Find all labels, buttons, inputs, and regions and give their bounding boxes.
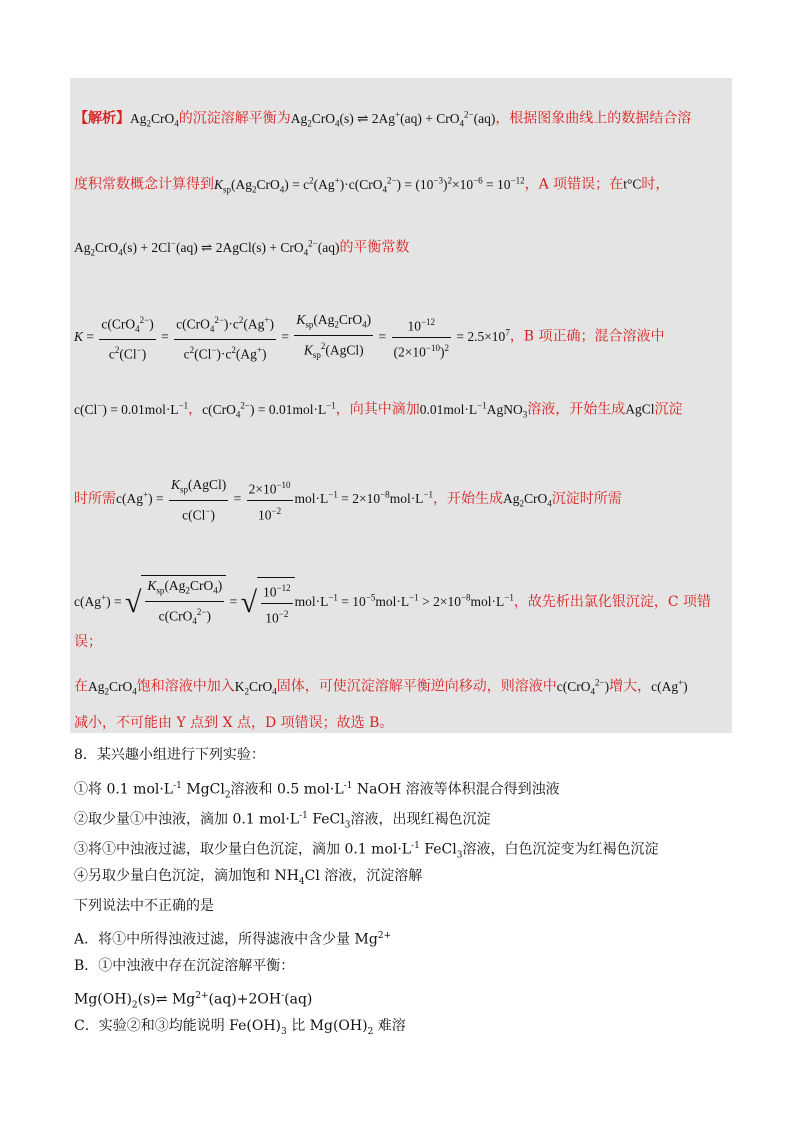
text: ①将 0.1 mol·L xyxy=(74,781,174,798)
formula: c(Ag+) = $\frac{K_{sp}(AgCl)}{c(Cl^-)}$ = $\frac{2\times 10^{-10}}{10^{-2}}$ $mol\cdot L^{-1} = 2\times 10^{-8}mol\cdot L^{-1}$ xyxy=(116,477,434,523)
text: 难溶 xyxy=(373,1018,406,1034)
text: 饱和溶液中加入 xyxy=(136,678,235,695)
step-1: ①将 0.1 $mol\cdot L^{-1}$ MgCl$_2$溶液和 0.5 $mol\cdot L^{-1}$ NaOH 溶液等体积混合得到浊液 xyxy=(74,781,560,801)
formula: c(Ag+) xyxy=(651,677,688,694)
text: 溶液，开始生成 xyxy=(527,401,626,418)
formula: $Ag_2CrO_4$ xyxy=(503,491,552,509)
text: B．①中浊液中存在沉淀溶解平衡： xyxy=(74,958,295,974)
text: ②取少量①中浊液，滴加 0.1 mol·L xyxy=(74,811,300,828)
formula: $Ag_2CrO_4(s)$ ⇌ 2Ag+(aq) + CrO$_4^{2-}$(aq) xyxy=(290,109,496,129)
formula: $c(Cl^-) = 0.01mol\cdot L^{-1}$ xyxy=(74,400,189,417)
formula: $0.01mol\cdot L^{-1}AgNO_3$ xyxy=(419,400,528,420)
analysis-line-9 xyxy=(74,672,740,701)
text: MgCl xyxy=(181,781,225,798)
text: 增大， xyxy=(609,678,652,695)
question-ask: 下列说法中不正确的是 xyxy=(74,898,214,914)
formula: $K_{sp}(Ag_2CrO_4) = c^2(Ag^+)\cdot c(CrO_4^{2-}) = (10^{-3})^2\times 10^{-6} = 10^{-12}$ xyxy=(214,175,525,195)
analysis-line-6 xyxy=(74,475,740,525)
option-a: A．将①中所得浊液过滤，所得滤液中含少量 $Mg^{2+}$ xyxy=(74,931,392,948)
text: C．实验②和③均能说明 Fe(OH) xyxy=(74,1018,282,1034)
text: 溶液和 0.5 mol·L xyxy=(230,781,344,798)
text: 时， xyxy=(641,176,670,193)
step-4: ④另取少量白色沉淀，滴加饱和 $NH_4Cl$ 溶液，沉淀溶解 xyxy=(74,868,423,887)
analysis-line-1 xyxy=(74,104,740,133)
text: 的沉淀溶解平衡为 xyxy=(178,110,291,127)
text: FeCl xyxy=(419,841,457,858)
text: 沉淀时所需 xyxy=(551,491,622,508)
step-2: ②取少量①中浊液，滴加 0.1 $mol\cdot L^{-1}$ FeCl$_3$溶液，出现红褐色沉淀 xyxy=(74,811,491,831)
option-b-equation: $Mg(OH)_2(s)\rightleftharpoons$ $Mg^{2+}(aq)+2OH^-(aq)$ xyxy=(74,991,313,1011)
formula: $Ag_2CrO_4(s) + 2Cl^-(aq)$ ⇌ 2AgCl(s) + CrO$_4^{2-}$(aq) xyxy=(74,238,340,258)
formula: $Ag_2CrO_4$ xyxy=(130,110,179,129)
text: Cl 溶液，沉淀溶解 xyxy=(304,868,423,884)
analysis-line-7 xyxy=(74,575,740,631)
formula: K = $\frac{c(CrO_4^{2-})}{c^2(Cl^-)}$ = $\frac{c(CrO_4^{2-})\cdot c^2(Ag^+)}{c^2(Cl^-)\cdot c^2(Ag^+)}$ = $\frac{K_{sp}(Ag_2CrO_4)}{K_{sp}^2(AgCl)}$ = $\frac{10^{-12}}{(2\times 10^{-10})^2}$ = $2.5\times 10^7$ xyxy=(74,312,510,362)
formula: $Ag_2CrO_4$ xyxy=(88,678,137,697)
text: 减小，不可能由 Y 点到 X 点，D 项错误；故选 B。 xyxy=(74,715,394,731)
option-b xyxy=(74,956,294,976)
formula: c(CrO$_4^{2-}$) xyxy=(556,677,610,697)
text: 比 Mg(OH) xyxy=(286,1018,368,1034)
text: ③将①中浊液过滤，取少量白色沉淀，滴加 0.1 mol·L xyxy=(74,841,412,858)
text: FeCl xyxy=(307,811,345,828)
formula: $K_2CrO_4$ xyxy=(234,678,277,697)
formula: c(Ag+) = √ $\frac{K_{sp}(Ag_2CrO_4)}{c(CrO_4^{2-})}$ = √ $\frac{10^{-12}}{10^{-2}}$ $mol\cdot L^{-1} = 10^{-5}mol\cdot L^{-1} > 2\times 10^{-8}mol\cdot L^{-1}$ xyxy=(74,594,514,609)
text: NaOH 溶液等体积混合得到浊液 xyxy=(352,781,560,798)
formula: $c(CrO_4^{2-}) = 0.01mol\cdot L^{-1}$ xyxy=(202,400,336,420)
text: 误； xyxy=(74,634,102,650)
text: 时所需 xyxy=(74,491,116,508)
text: 固体，可使沉淀溶解平衡逆向移动，则溶液中 xyxy=(276,678,557,695)
analysis-line-2 xyxy=(74,170,740,199)
option-c: C．实验②和③均能说明 $Fe(OH)_3$ 比 $Mg(OH)_2$ 难溶 xyxy=(74,1018,406,1037)
text: Mg(OH) xyxy=(74,991,132,1008)
text: 沉淀 xyxy=(654,401,683,418)
text: (aq)+2OH xyxy=(208,991,282,1008)
analysis-line-10 xyxy=(74,713,740,733)
analysis-line-8 xyxy=(74,632,740,652)
text: ，开始生成 xyxy=(433,491,504,508)
text: ，故先析出氯化银沉淀，C 项错 xyxy=(513,594,712,611)
analysis-line-5 xyxy=(74,395,740,424)
text: ，向其中滴加 xyxy=(335,401,420,418)
formula: t°C xyxy=(623,176,642,192)
text: ， xyxy=(188,401,203,418)
step-3: ③将①中浊液过滤，取少量白色沉淀，滴加 0.1 $mol\cdot L^{-1}$ FeCl$_3$溶液，白色沉淀变为红褐色沉淀 xyxy=(74,841,659,861)
text: 在 xyxy=(74,678,88,695)
text: ④另取少量白色沉淀，滴加饱和 NH xyxy=(74,868,299,884)
text: ，B 项正确；混合溶液中 xyxy=(509,328,665,345)
text: ，根据图象曲线上的数据结合溶 xyxy=(495,110,692,127)
text: ，A 项错误；在 xyxy=(524,176,624,193)
text: A．将①中所得浊液过滤，所得滤液中含少量 Mg xyxy=(74,931,378,948)
text: (s)⇌ Mg xyxy=(137,991,196,1008)
analysis-line-4 xyxy=(74,310,740,365)
text: 溶液，白色沉淀变为红褐色沉淀 xyxy=(462,841,659,858)
analysis-tag: 【解析】 xyxy=(74,110,130,127)
analysis-line-3 xyxy=(74,233,740,262)
text: 度积常数概念计算得到 xyxy=(74,176,214,193)
formula: AgCl xyxy=(625,401,655,417)
text: 的平衡常数 xyxy=(339,239,410,256)
text: (aq) xyxy=(284,991,313,1008)
question-stem: 8．某兴趣小组进行下列实验： xyxy=(74,747,265,763)
text: 溶液，出现红褐色沉淀 xyxy=(350,811,491,828)
